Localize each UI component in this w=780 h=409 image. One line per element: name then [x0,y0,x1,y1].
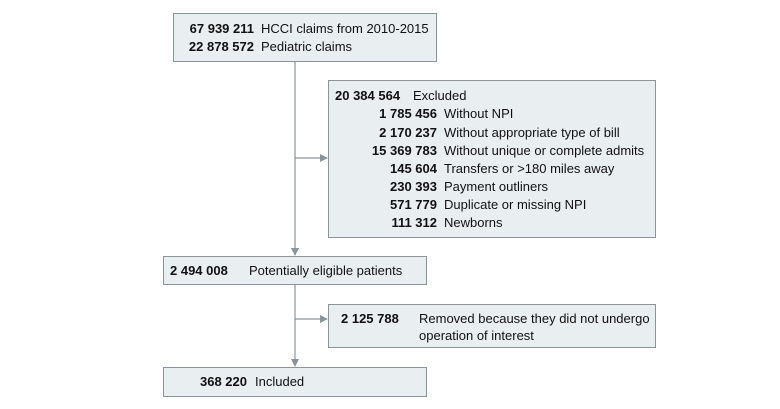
excluded-box [328,80,656,238]
excluded-label: Excluded [413,88,467,103]
excluded-item-count: 230 393 [390,179,437,194]
excluded-item-label: Transfers or >180 miles away [444,161,615,176]
excluded-item-count: 571 779 [390,197,437,212]
excluded-item-label: Without appropriate type of bill [444,125,620,140]
removed-label-line2: operation of interest [419,328,534,343]
removed-box [328,304,656,348]
excluded-item-count: 1 785 456 [379,106,437,121]
included-label: Included [255,374,305,389]
eligible-box [163,256,427,285]
excluded-item-label: Payment outliners [444,179,549,194]
claims-count: 67 939 211 [189,21,254,36]
included-box [163,367,427,397]
excluded-item-count: 111 312 [391,215,437,230]
excluded-item-label: Newborns [444,215,503,230]
pediatric-label: Pediatric claims [261,39,353,54]
excluded-item-label: Without unique or complete admits [444,143,645,158]
eligible-count: 2 494 008 [170,263,228,278]
included-count: 368 220 [200,374,247,389]
excluded-item-label: Duplicate or missing NPI [444,197,587,212]
claims-label: HCCI claims from 2010-2015 [261,21,429,36]
removed-count: 2 125 788 [341,311,399,326]
excluded-item-count: 15 369 783 [371,143,437,158]
excluded-item-count: 145 604 [390,161,437,176]
excluded-item-label: Without NPI [444,106,514,121]
removed-label-line1: Removed because they did not undergo [419,311,650,326]
excluded-item-count: 2 170 237 [379,125,437,140]
source-claims-box [173,13,437,62]
pediatric-count: 22 878 572 [188,39,254,54]
eligible-label: Potentially eligible patients [249,263,403,278]
excluded-count: 20 384 564 [335,88,401,103]
